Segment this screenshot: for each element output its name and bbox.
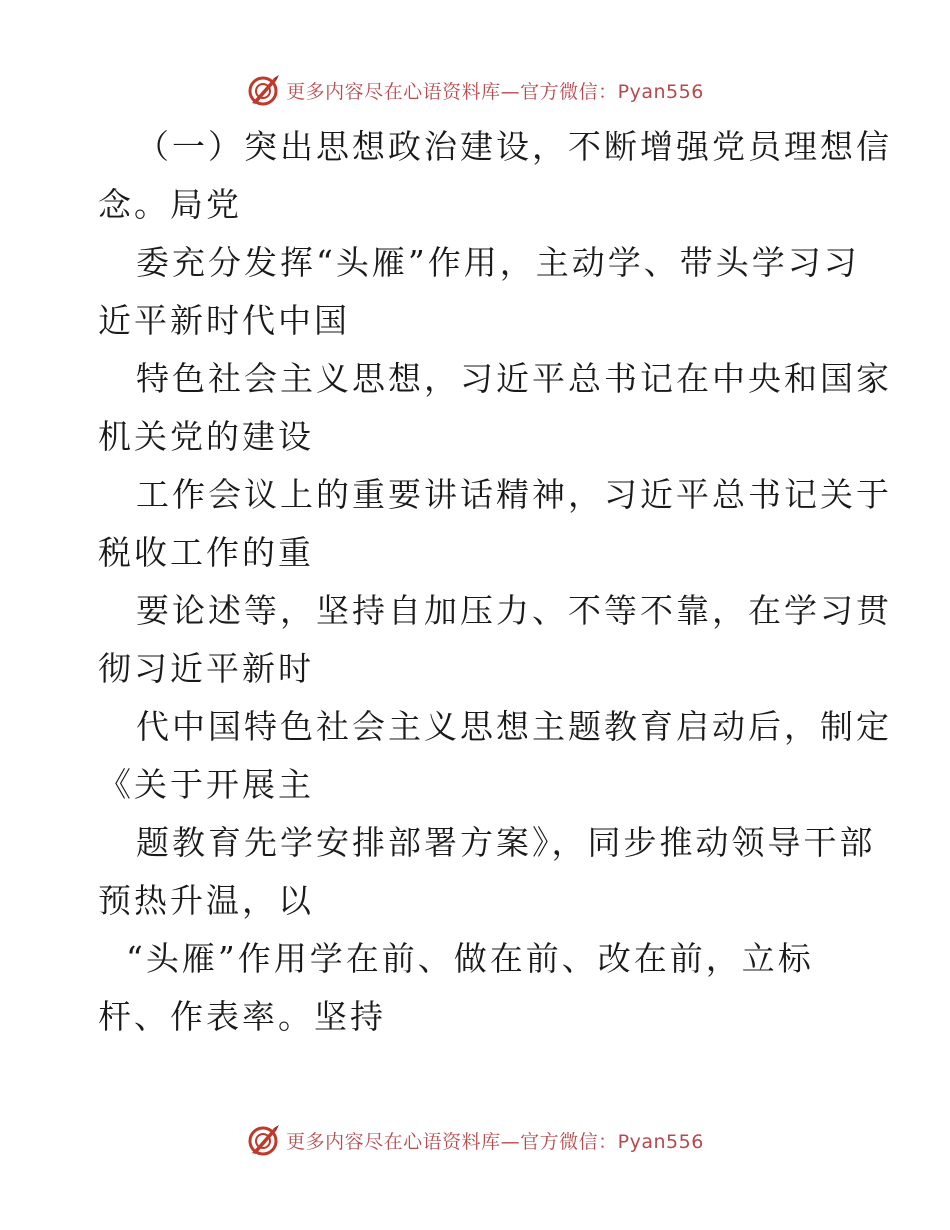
body-line: 工作会议上的重要讲话精神，习近平总书记关于 bbox=[136, 475, 892, 514]
document-body bbox=[98, 118, 892, 1046]
body-line: “头雁”作用学在前、做在前、改在前，立标 bbox=[126, 939, 814, 978]
body-line: 杆、作表率。坚持 bbox=[98, 997, 386, 1036]
body-line: 《关于开展主 bbox=[98, 765, 314, 804]
header-watermark-banner bbox=[0, 70, 950, 110]
footer-watermark-text: 更多内容尽在心语资料库—官方微信：Pyan556 bbox=[286, 1130, 704, 1153]
quill-logo-icon bbox=[246, 73, 280, 107]
body-line: （一）突出思想政治建设，不断增强党员理想信 bbox=[136, 127, 892, 166]
body-line: 彻习近平新时 bbox=[98, 649, 314, 688]
body-line: 念。局党 bbox=[98, 185, 242, 224]
body-line: 题教育先学安排部署方案》，同步推动领导干部 bbox=[136, 823, 876, 862]
quill-logo-icon bbox=[246, 1123, 280, 1157]
body-line: 近平新时代中国 bbox=[98, 301, 350, 340]
body-line: 要论述等，坚持自加压力、不等不靠，在学习贯 bbox=[136, 591, 892, 630]
footer-watermark-inner bbox=[246, 1123, 704, 1157]
body-line: 特色社会主义思想，习近平总书记在中央和国家 bbox=[136, 359, 892, 398]
footer-watermark-banner bbox=[0, 1120, 950, 1160]
body-line: 税收工作的重 bbox=[98, 533, 314, 572]
body-line: 委充分发挥“头雁”作用，主动学、带头学习习 bbox=[136, 243, 860, 282]
body-line: 代中国特色社会主义思想主题教育启动后，制定 bbox=[136, 707, 892, 746]
header-watermark-text: 更多内容尽在心语资料库—官方微信：Pyan556 bbox=[286, 80, 704, 103]
header-watermark-inner bbox=[246, 73, 704, 107]
body-line: 预热升温，以 bbox=[98, 881, 314, 920]
body-line: 机关党的建设 bbox=[98, 417, 314, 456]
